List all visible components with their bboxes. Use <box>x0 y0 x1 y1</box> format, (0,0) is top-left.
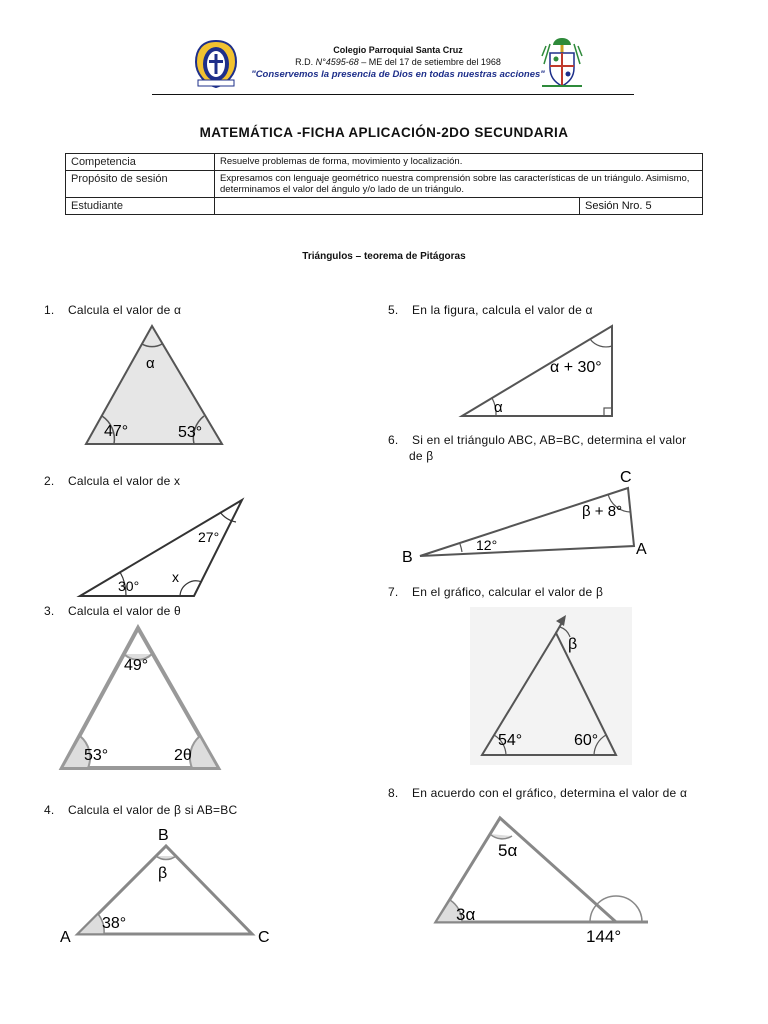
figure-3-triangle <box>58 622 224 772</box>
estudiante-value[interactable] <box>215 198 580 215</box>
fig2-27-label: 27° <box>198 529 220 545</box>
session-info-table <box>65 153 703 215</box>
fig1-53-label: 53° <box>178 424 203 441</box>
competencia-value: Resuelve problemas de forma, movimiento y localización. <box>215 154 703 171</box>
sesion-label: Sesión Nro. 5 <box>580 198 703 215</box>
fig6-12-label: 12° <box>476 537 498 553</box>
proposito-label: Propósito de sesión <box>66 171 215 198</box>
question-3: 3. Calcula el valor de θ <box>44 604 181 618</box>
fig5-alpha-label: α <box>494 399 503 416</box>
fig8-3alpha-label: 3α <box>456 905 476 924</box>
fig4-vertex-c: C <box>258 929 270 946</box>
fig3-49-label: 49° <box>124 657 149 674</box>
question-7: 7. En el gráfico, calcular el valor de β <box>388 585 604 599</box>
fig2-x-label: x <box>172 569 179 585</box>
page-title: MATEMÁTICA -FICHA APLICACIÓN-2DO SECUNDARIA <box>199 125 569 140</box>
fig6-beta-plus-8-label: β + 8° <box>582 503 623 520</box>
fig5-alpha-plus-30-label: α + 30° <box>550 359 602 376</box>
question-8: 8. En acuerdo con el gráfico, determina el valor de α <box>388 786 688 800</box>
section-subtitle: Triángulos – teorema de Pitágoras <box>302 251 466 262</box>
fig1-47-label: 47° <box>104 423 129 440</box>
proposito-value: Expresamos con lenguaje geométrico nuestra comprensión sobre las características de un triángulo. Asimismo, determinamos el valor del ángulo y/o lado de un triángulo. <box>215 171 703 198</box>
figure-8-triangle <box>430 812 656 948</box>
fig6-vertex-a: A <box>636 541 647 558</box>
figure-2-triangle <box>76 496 248 600</box>
fig8-5alpha-label: 5α <box>498 841 518 860</box>
fig6-vertex-b: B <box>402 549 413 566</box>
fig7-beta-label: β <box>568 636 578 653</box>
fig6-vertex-c: C <box>620 469 632 486</box>
question-1: 1. Calcula el valor de α <box>44 303 182 317</box>
figure-6-triangle <box>400 466 656 566</box>
question-5: 5. En la figura, calcula el valor de α <box>388 303 593 317</box>
figure-5-right-triangle <box>458 320 620 422</box>
competencia-label: Competencia <box>66 154 215 171</box>
fig4-vertex-b: B <box>158 827 169 844</box>
fig7-54-label: 54° <box>498 732 523 749</box>
fig4-beta-label: β <box>158 865 168 882</box>
fig7-60-label: 60° <box>574 732 599 749</box>
question-4: 4. Calcula el valor de β si AB=BC <box>44 803 238 817</box>
bishop-coat-of-arms-logo <box>538 36 586 92</box>
question-6: 6. Si en el triángulo ABC, AB=BC, determina el valor de β <box>388 433 687 463</box>
header-divider <box>152 94 634 95</box>
figure-4-triangle <box>56 820 278 950</box>
school-motto: "Conservemos la presencia de Dios en todas nuestras acciones" <box>251 69 545 80</box>
figure-7-triangle <box>470 607 632 765</box>
resolution-line: R.D. N°4595-68 – ME del 17 de setiembre del 1968 <box>295 57 501 67</box>
fig3-53-label: 53° <box>84 747 109 764</box>
fig8-144-label: 144° <box>586 927 622 946</box>
fig4-38-label: 38° <box>102 915 127 932</box>
fig2-30-label: 30° <box>118 578 140 594</box>
fig1-alpha-label: α <box>146 355 155 372</box>
figure-1-triangle <box>80 320 230 450</box>
question-2: 2. Calcula el valor de x <box>44 474 181 488</box>
school-name: Colegio Parroquial Santa Cruz <box>333 45 463 55</box>
estudiante-label: Estudiante <box>66 198 215 215</box>
fig3-2theta-label: 2θ <box>174 747 192 764</box>
fig4-vertex-a: A <box>60 929 71 946</box>
